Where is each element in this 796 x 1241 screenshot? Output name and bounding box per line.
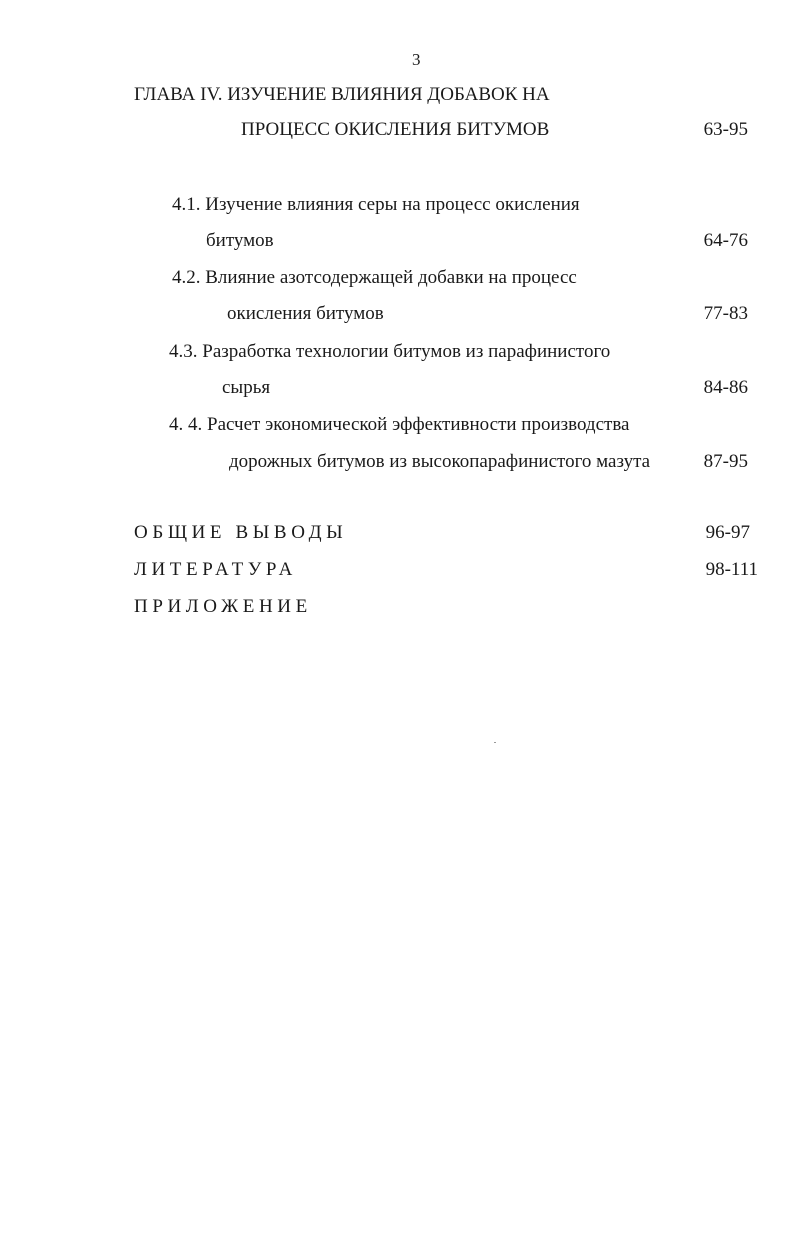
section-4-3-line2: сырья <box>222 377 271 398</box>
section-4-4-pages: 87-95 <box>703 451 748 472</box>
section-4-1-line1: 4.1. Изучение влияния серы на процесс окисления <box>172 194 580 215</box>
section-4-3-line1: 4.3. Разработка технологии битумов из парафинистого <box>169 341 611 362</box>
conclusions-heading: ОБЩИЕ ВЫВОДЫ <box>134 522 348 543</box>
section-4-4-line1: 4. 4. Расчет экономической эффективности производства <box>169 414 630 435</box>
section-4-2-pages: 77-83 <box>703 303 748 324</box>
section-4-4-line2: дорожных битумов из высокопарафинистого мазута <box>229 451 651 472</box>
literature-heading: ЛИТЕРАТУРА <box>134 559 297 580</box>
section-4-2-line1: 4.2. Влияние азотсодержащей добавки на процесс <box>172 267 577 288</box>
conclusions-pages: 96-97 <box>705 522 750 543</box>
section-4-1-line2: битумов <box>206 230 274 251</box>
chapter-title-line2: ПРОЦЕСС ОКИСЛЕНИЯ БИТУМОВ <box>241 119 550 140</box>
scan-speck <box>494 742 496 743</box>
section-4-2-line2: окисления битумов <box>227 303 384 324</box>
appendix-heading: ПРИЛОЖЕНИЕ <box>134 596 312 617</box>
section-4-3-pages: 84-86 <box>703 377 748 398</box>
page-number: 3 <box>412 50 421 69</box>
literature-pages: 98-111 <box>705 559 758 580</box>
chapter-pages: 63-95 <box>703 119 748 140</box>
section-4-1-pages: 64-76 <box>703 230 748 251</box>
chapter-title-line1: ГЛАВА IV. ИЗУЧЕНИЕ ВЛИЯНИЯ ДОБАВОК НА <box>134 84 550 105</box>
